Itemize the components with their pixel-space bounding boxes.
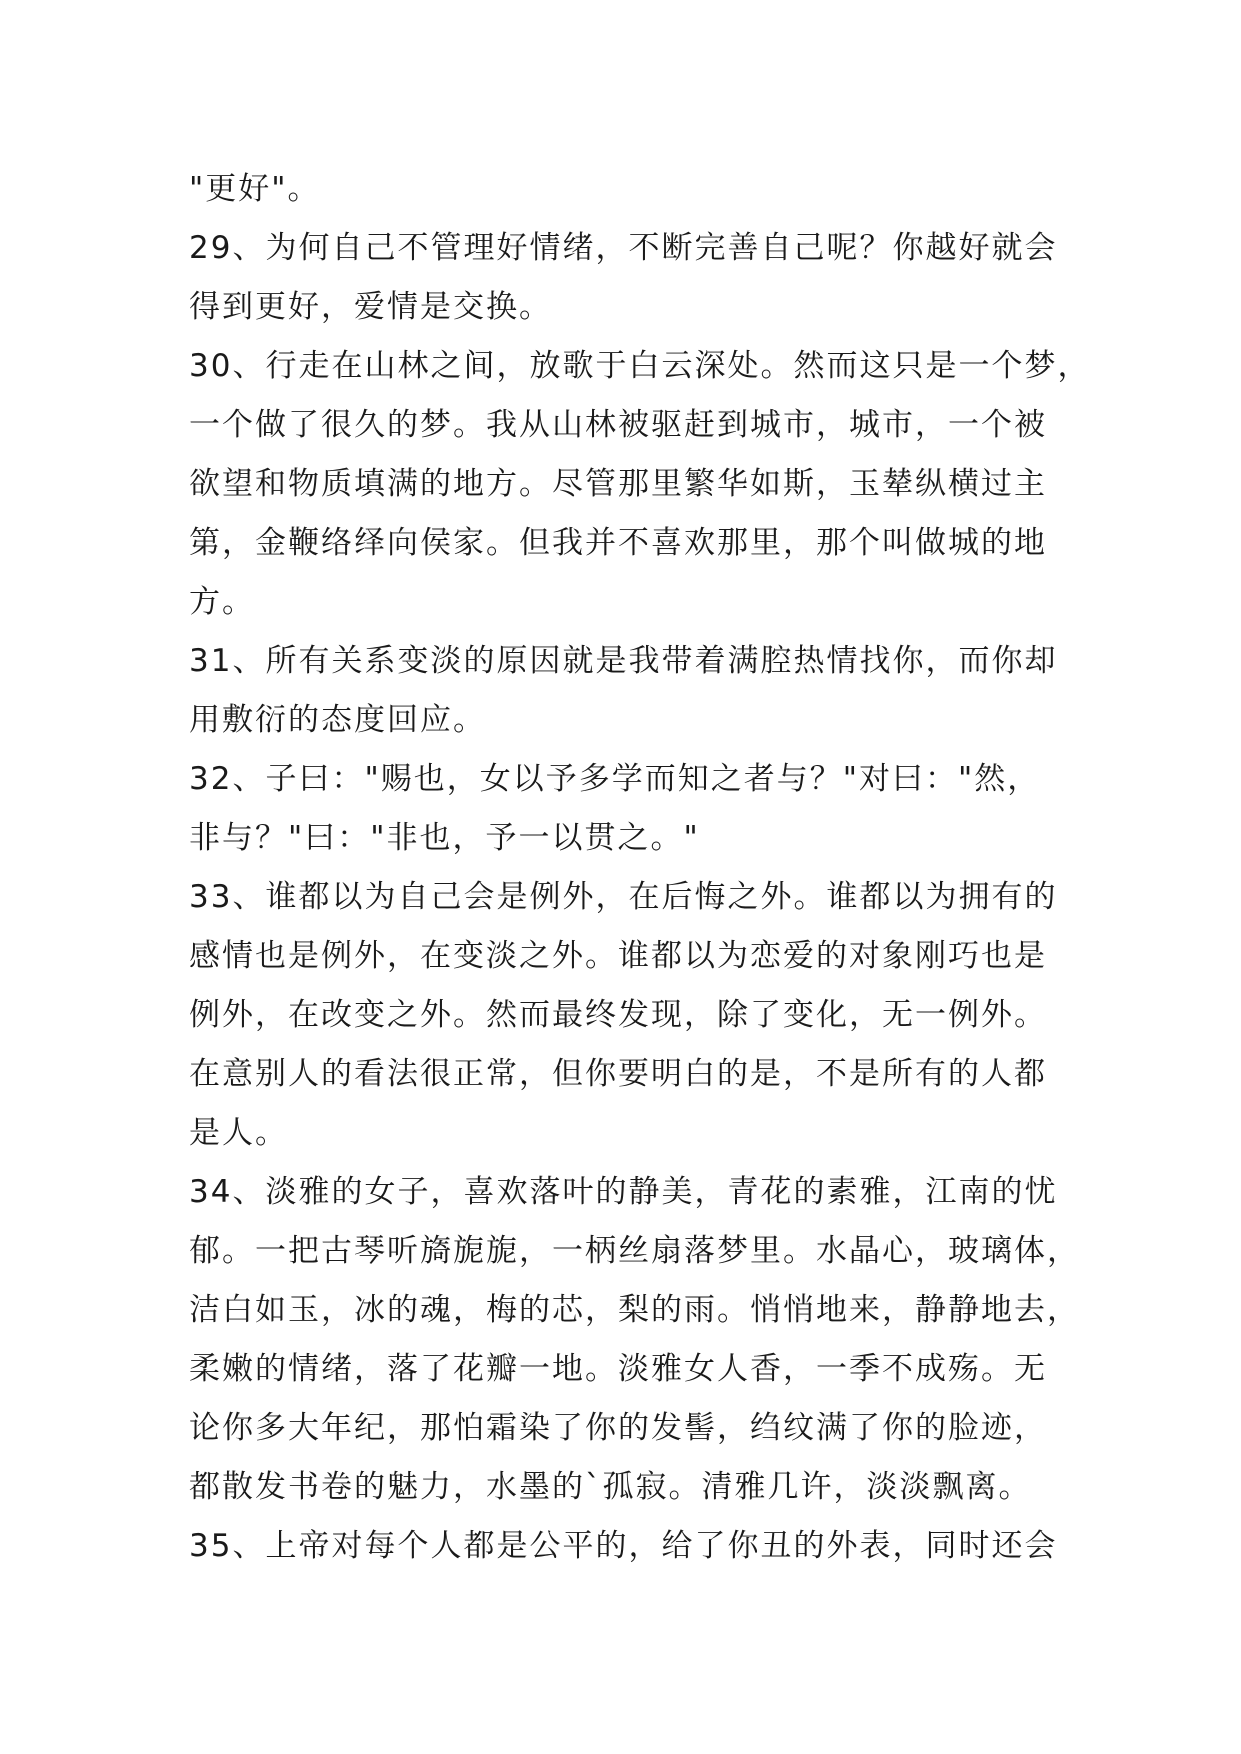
text-line: 柔嫩的情绪，落了花瓣一地。淡雅女人香，一季不成殇。无 (189, 1351, 1047, 1387)
text-line: 郁。一把古琴听旖旎旎，一柄丝扇落梦里。水晶心，玻璃体， (189, 1233, 1080, 1269)
text-line: 34、淡雅的女子，喜欢落叶的静美，青花的素雅，江南的忧 (189, 1174, 1058, 1210)
text-line: 32、子曰："赐也，女以予多学而知之者与？"对曰："然， (189, 761, 1041, 797)
text-line: 论你多大年纪，那怕霜染了你的发髻，绉纹满了你的脸迹， (189, 1410, 1047, 1446)
text-line: 第，金鞭络绎向侯家。但我并不喜欢那里，那个叫做城的地 (189, 525, 1047, 561)
text-line: 31、所有关系变淡的原因就是我带着满腔热情找你，而你却 (189, 643, 1058, 679)
text-line: "更好"。 (189, 171, 321, 207)
text-line: 非与？"曰："非也，予一以贯之。" (189, 820, 700, 856)
text-line: 欲望和物质填满的地方。尽管那里繁华如斯，玉辇纵横过主 (189, 466, 1047, 502)
text-line: 用敷衍的态度回应。 (189, 702, 486, 738)
text-line: 都散发书卷的魅力，水墨的`孤寂。清雅几许，淡淡飘离。 (189, 1469, 1032, 1505)
text-line: 洁白如玉，冰的魂，梅的芯，梨的雨。悄悄地来，静静地去， (189, 1292, 1080, 1328)
text-line: 在意别人的看法很正常，但你要明白的是，不是所有的人都 (189, 1056, 1047, 1092)
text-line: 35、上帝对每个人都是公平的，给了你丑的外表，同时还会 (189, 1528, 1058, 1564)
text-line: 方。 (189, 584, 255, 620)
body-text (189, 160, 1091, 1576)
text-line: 得到更好，爱情是交换。 (189, 289, 552, 325)
text-line: 30、行走在山林之间，放歌于白云深处。然而这只是一个梦， (189, 348, 1091, 384)
text-line: 29、为何自己不管理好情绪，不断完善自己呢？你越好就会 (189, 230, 1058, 266)
text-line: 一个做了很久的梦。我从山林被驱赶到城市，城市，一个被 (189, 407, 1047, 443)
text-line: 感情也是例外，在变淡之外。谁都以为恋爱的对象刚巧也是 (189, 938, 1047, 974)
text-line: 是人。 (189, 1115, 288, 1151)
text-line: 例外，在改变之外。然而最终发现，除了变化，无一例外。 (189, 997, 1047, 1033)
text-line: 33、谁都以为自己会是例外，在后悔之外。谁都以为拥有的 (189, 879, 1058, 915)
